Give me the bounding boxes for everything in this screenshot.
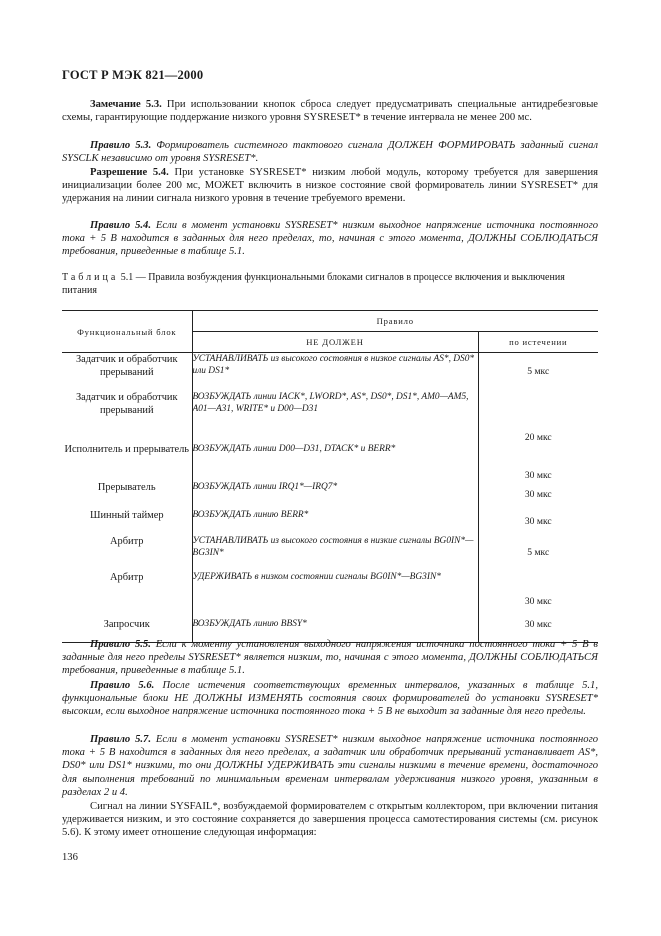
table-row <box>62 391 598 443</box>
note-5-3 <box>62 98 598 124</box>
header-rule: Правило <box>192 311 598 332</box>
cell-time: 30 мкс <box>478 607 598 643</box>
cell-rule: УСТАНАВЛИВАТЬ из высокого состояния в низкое сигналы AS*, DS0* или DS1* <box>192 353 478 391</box>
cell-block: Задатчик и обработчик прерываний <box>75 354 178 378</box>
cell-block: Шинный таймер <box>89 509 164 521</box>
power-rules-table <box>62 310 598 643</box>
cell-rule: УСТАНАВЛИВАТЬ из высокого состояния в низкие сигналы BG0IN*—BG3IN* <box>192 535 478 571</box>
table-row <box>62 571 598 607</box>
table-caption <box>62 272 598 297</box>
cell-rule: УДЕРЖИВАТЬ в низком состоянии сигналы BG0IN*—BG3IN* <box>192 571 478 607</box>
table-row <box>62 443 598 481</box>
table-row <box>62 353 598 391</box>
permission-5-4 <box>62 166 598 206</box>
cell-rule: ВОЗБУЖДАТЬ линию BBSY* <box>192 607 478 643</box>
note-5-3-text: При использовании кнопок сброса следует предусматривать специальные антидребезговые схемы, гарантирующие поддержание низкого уровня SYSRESET* в течение интервала не менее 200 мс. <box>62 99 599 124</box>
cell-rule: ВОЗБУЖДАТЬ линии IRQ1*—IRQ7* <box>192 481 478 509</box>
rule-5-7 <box>62 733 598 799</box>
table-row <box>62 509 598 535</box>
rule-5-3-label: Правило 5.3. <box>90 140 152 151</box>
table-row <box>62 481 598 509</box>
cell-block: Прерыватель <box>97 481 156 493</box>
cell-block: Исполнитель и прерыватель <box>64 443 190 455</box>
cell-rule: ВОЗБУЖДАТЬ линию BERR* <box>192 509 478 535</box>
rule-5-6-label: Правило 5.6. <box>90 680 155 691</box>
cell-block: Задатчик и обработчик прерываний <box>75 391 178 416</box>
permission-5-4-label: Разрешение 5.4. <box>90 167 169 178</box>
cell-block: Арбитр <box>110 535 144 547</box>
rule-5-4-label: Правило 5.4. <box>90 220 152 231</box>
page-number: 136 <box>62 852 78 863</box>
header-not-must: НЕ ДОЛЖЕН <box>192 332 478 353</box>
cell-rule: ВОЗБУЖДАТЬ линии IACK*, LWORD*, AS*, DS0*, DS1*, AM0—AM5, A01—A31, WRITE* и D00—D31 <box>192 391 478 443</box>
cell-block: Арбитр <box>110 571 144 583</box>
cell-block: Запросчик <box>103 618 150 630</box>
cell-time: 5 мкс <box>478 353 598 391</box>
note-5-3-label: Замечание 5.3. <box>90 99 162 110</box>
table-caption-label: Таблица <box>62 272 119 283</box>
table-caption-text: 5.1 — Правила возбуждения функциональными блоками сигналов в процессе включения и выключения питания <box>62 272 565 296</box>
rule-5-5-text: Если к моменту установления выходного напряжения источника постоянного тока + 5 В в заданные для него пределы SYSRESET* является низким, то, начиная с этого момента, ДОЛЖНЫ СОБЛЮДАТЬСЯ требования, приведенные в таблице 5.1. <box>62 639 598 677</box>
rule-5-3 <box>62 139 598 165</box>
cell-time: 5 мкс <box>478 535 598 571</box>
cell-time: 20 мкс <box>478 391 598 443</box>
rule-5-6-text: После истечения соответствующих временных интервалов, указанных в таблице 5.1, функциональные блоки НЕ ДОЛЖНЫ ИЗМЕНЯТЬ состояния своих формирователей до установки SYSRESET* высоким, если выходное напряжение источника постоянного тока + 5 В не выходит за заданные для него пределы. <box>62 680 598 718</box>
cell-time: 30 мкс <box>478 571 598 607</box>
rule-5-4-text: Если в момент установки SYSRESET* низким выходное напряжение источника постоянного тока + 5 В находится в заданных для него пределах, то, начиная с этого момента, ДОЛЖНЫ СОБЛЮДАТЬСЯ требования, приведенные в таблице 5.1. <box>62 220 599 258</box>
table-row <box>62 535 598 571</box>
rule-5-3-text: Формирователь системного тактового сигнала ДОЛЖЕН ФОРМИРОВАТЬ заданный сигнал SYSCLK независимо от уровня SYSRESET*. <box>62 140 598 165</box>
rule-5-6 <box>62 679 598 719</box>
header-functional-block: Функциональный блок <box>62 311 192 353</box>
rule-5-5 <box>62 638 598 678</box>
cell-time: 30 мкс <box>478 481 598 509</box>
rule-5-7-text: Если в момент установки SYSRESET* низким выходное напряжение источника постоянного тока + 5 В находится в заданных для него пределах, а задатчик или обработчик прерываний устанавливает AS*, DS0* или DS1* низкими, то они ДОЛЖНЫ УДЕРЖИВАТЬ эти сигналы низкими в течение времени, достаточного для выполнения требований по минимальным временам интервалам удерживания низкого уровня, указанным в разделах 2 и 4. <box>62 734 599 798</box>
page-header: ГОСТ Р МЭК 821—2000 <box>62 68 204 82</box>
sysfail-paragraph: Сигнал на линии SYSFAIL*, возбуждаемой формирователем с открытым коллектором, при включении питания удерживается низким, и это состояние сохраняется до завершения процесса самотестирования системы (см. рисунок 5.6). К этому имеет отношение следующая информация: <box>62 801 598 839</box>
rule-5-7-label: Правило 5.7. <box>90 734 152 745</box>
cell-rule: ВОЗБУЖДАТЬ линии D00—D31, DTACK* и BERR* <box>192 443 478 481</box>
cell-time: 30 мкс <box>478 443 598 481</box>
cell-time: 30 мкс <box>478 509 598 535</box>
header-after: по истечении <box>478 332 598 353</box>
permission-5-4-text: При установке SYSRESET* низким любой модуль, которому требуется для завершения инициализации более 200 мс, МОЖЕТ включить в низкое состояние свой формирователь линии SYSRESET* для удержания на линии сигнала низкого уровня в течение требуемого времени. <box>62 167 599 205</box>
rule-5-4 <box>62 219 598 259</box>
rule-5-5-label: Правило 5.5. <box>90 639 151 650</box>
